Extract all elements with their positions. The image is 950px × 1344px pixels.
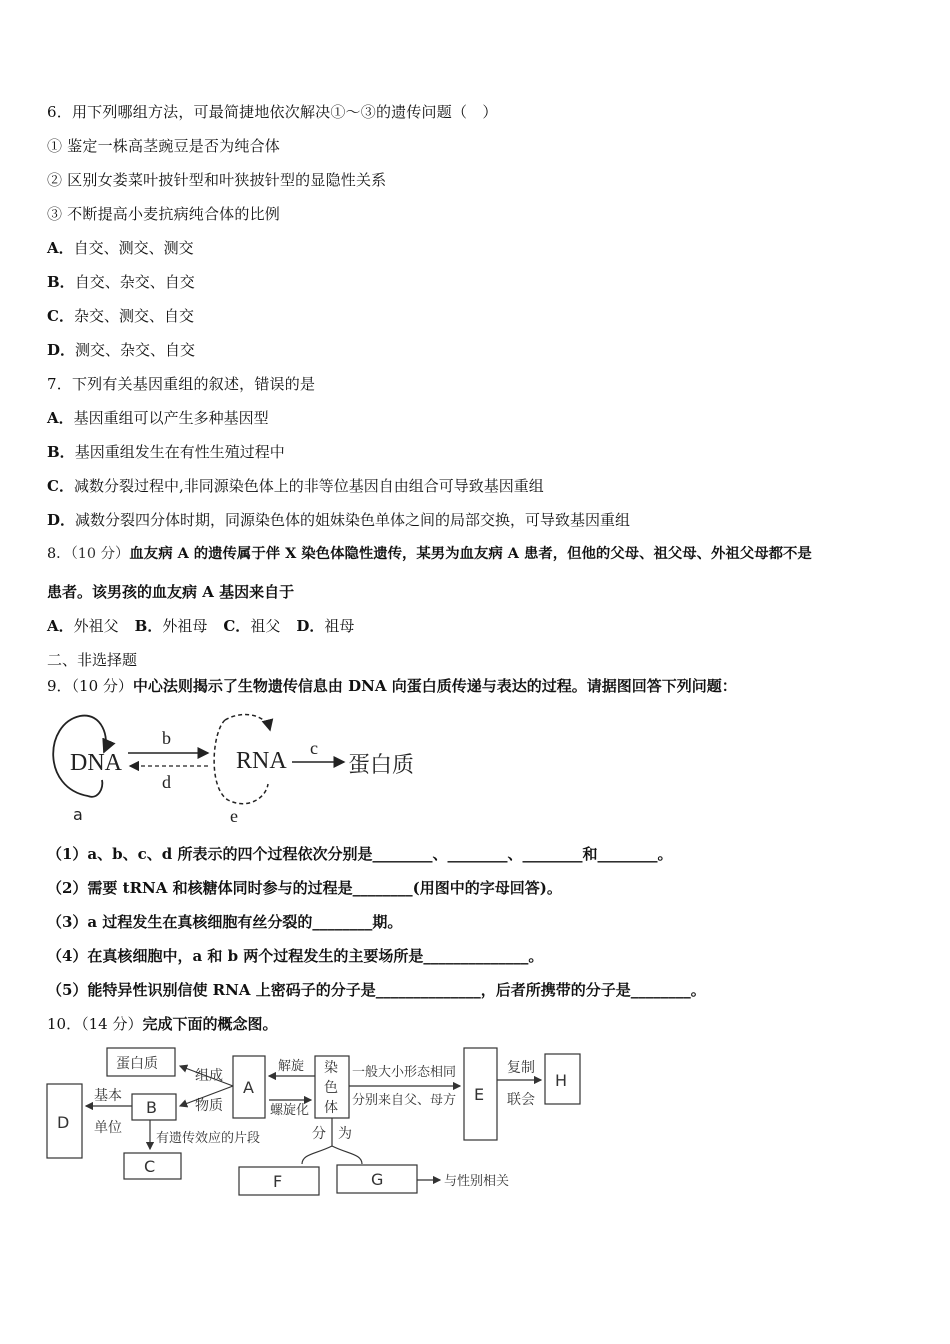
q10-stem: 完成下面的概念图。: [142, 1015, 278, 1033]
h-text: H: [555, 1071, 568, 1090]
option-text: 杂交、测交、自交: [73, 307, 194, 325]
q7-option-b[interactable]: [47, 442, 285, 462]
q10-num: 10．: [47, 1015, 82, 1033]
q8-text-line1: 血友病 A 的遗传属于伴 X 染色体隐性遗传，某男为血友病 A 患者，但他的父母、祖父母、外祖父母都不是: [129, 545, 812, 562]
chrom-text-3: 体: [324, 1100, 338, 1116]
option-key: A．: [47, 239, 74, 257]
d-text: D: [57, 1113, 70, 1132]
c-text: C: [144, 1157, 156, 1176]
b-text: B: [146, 1098, 157, 1117]
option-text: 测交、杂交、自交: [75, 341, 196, 359]
div-text-1: 分: [312, 1126, 326, 1142]
section-title: 二、非选择题: [47, 651, 138, 669]
option-text: 自交、测交、测交: [73, 239, 194, 257]
option-text: 基因重组可以产生多种基因型: [73, 409, 269, 427]
option-text: 自交、杂交、自交: [74, 273, 195, 291]
q8-line2: 患者。该男孩的血友病 A 基因来自于: [47, 583, 295, 601]
q8-option-d[interactable]: [296, 617, 354, 635]
option-key: C．: [47, 307, 74, 325]
option-key: B．: [47, 273, 75, 291]
chrom-text-2: 色: [324, 1080, 338, 1096]
q8-score: （10 分）: [70, 546, 130, 562]
q7-option-c[interactable]: [47, 476, 544, 496]
q9-num: 9．: [47, 677, 72, 695]
q6-stem: 6．用下列哪组方法，可最简捷地依次解决①～③的遗传问题（ ）: [47, 103, 498, 121]
option-text: 基因重组发生在有性生殖过程中: [74, 443, 285, 461]
label-d: d: [162, 772, 171, 792]
q8-option-a[interactable]: [47, 617, 119, 635]
option-text: 减数分裂过程中,非同源染色体上的非等位基因自由组合可导致基因重组: [73, 477, 544, 495]
q6-item-1: ① 鉴定一株高茎豌豆是否为纯合体: [47, 137, 280, 155]
div-text-2: 为: [338, 1126, 352, 1142]
chrom-text-1: 染: [324, 1060, 338, 1076]
e-text: E: [474, 1085, 485, 1104]
q10-stem-line: [47, 1014, 277, 1034]
q7-option-a[interactable]: [47, 408, 269, 428]
q9-sub-5: （5）能特异性识别信使 RNA 上密码子的分子是______________，后者所携带的分子是________。: [47, 981, 706, 999]
q9-sub-2: （2）需要 tRNA 和核糖体同时参与的过程是________(用图中的字母回答)。: [47, 879, 562, 897]
option-key: C．: [223, 617, 251, 635]
option-text: 减数分裂四分体时期，同源染色体的姐妹染色单体之间的局部交换，可导致基因重组: [75, 511, 631, 529]
same-text: 一般大小形态相同: [352, 1065, 457, 1080]
q8-num: 8．: [47, 546, 71, 562]
basic-text-1: 基本: [94, 1088, 122, 1104]
compose-text-2: 物质: [195, 1098, 223, 1114]
label-c: c: [310, 738, 318, 758]
q9-sub-3: （3）a 过程发生在真核细胞有丝分裂的________期。: [47, 913, 403, 931]
option-key: D．: [296, 617, 325, 635]
q8-option-c[interactable]: [223, 617, 280, 635]
option-text: 祖母: [324, 617, 355, 635]
option-key: A．: [47, 409, 74, 427]
protein-text: 蛋白质: [116, 1056, 158, 1072]
rep-text-1: 复制: [507, 1060, 535, 1076]
from-text: 分别来自父、母方: [352, 1093, 457, 1108]
spiral-text: 螺旋化: [270, 1103, 310, 1118]
option-text: 外祖母: [162, 617, 208, 635]
rep-text-2: 联会: [507, 1092, 535, 1108]
q6-item-3: ③ 不断提高小麦抗病纯合体的比例: [47, 205, 280, 223]
option-key: C．: [47, 477, 74, 495]
q9-sub-1: （1）a、b、c、d 所表示的四个过程依次分别是________、________、________和________。: [47, 845, 673, 863]
option-text: 外祖父: [73, 617, 119, 635]
f-text: F: [273, 1172, 283, 1191]
sex-text: 与性别相关: [444, 1174, 510, 1189]
q6-option-a[interactable]: [47, 238, 194, 258]
label-e: e: [230, 806, 238, 826]
concept-map-diagram: [40, 1042, 600, 1202]
q9-score: （10 分）: [71, 677, 133, 695]
label-a: a: [73, 805, 83, 824]
option-text: 祖父: [250, 617, 281, 635]
basic-text-2: 单位: [94, 1120, 122, 1136]
replication-loop-lower: [88, 780, 102, 797]
option-key: D．: [47, 341, 76, 359]
q7-option-d[interactable]: [47, 510, 630, 530]
a-text: A: [243, 1078, 254, 1097]
q9-sub-4: （4）在真核细胞中，a 和 b 两个过程发生的主要场所是______________。: [47, 947, 544, 965]
q8-options: [47, 616, 354, 636]
q6-option-b[interactable]: [47, 272, 195, 292]
label-b: b: [162, 728, 171, 748]
compose-text-1: 组成: [195, 1068, 223, 1084]
q8-line1: [47, 544, 812, 564]
branch-bracket: [302, 1146, 362, 1164]
unwind-text: 解旋: [278, 1059, 305, 1074]
rna-replication-loop-top: [225, 715, 270, 730]
effect-text: 有遗传效应的片段: [156, 1131, 261, 1146]
g-text: G: [371, 1170, 384, 1189]
q6-option-c[interactable]: [47, 306, 194, 326]
option-key: B．: [47, 443, 75, 461]
q6-option-d[interactable]: [47, 340, 195, 360]
q7-stem: 7．下列有关基因重组的叙述，错误的是: [47, 375, 316, 393]
q10-score: （14 分）: [81, 1015, 143, 1033]
q6-item-2: ② 区别女娄菜叶披针型和叶狭披针型的显隐性关系: [47, 171, 387, 189]
q8-option-b[interactable]: [135, 617, 208, 635]
q9-stem: 中心法则揭示了生物遗传信息由 DNA 向蛋白质传递与表达的过程。请据图回答下列问题：: [132, 677, 737, 695]
central-dogma-diagram: [40, 708, 480, 828]
dna-label: DNA: [70, 750, 122, 776]
option-key: B．: [134, 617, 163, 635]
q9-stem-line: [47, 676, 737, 696]
rna-label: RNA: [236, 748, 287, 774]
option-key: D．: [47, 511, 76, 529]
protein-label: 蛋白质: [348, 753, 415, 778]
option-key: A．: [47, 617, 74, 635]
